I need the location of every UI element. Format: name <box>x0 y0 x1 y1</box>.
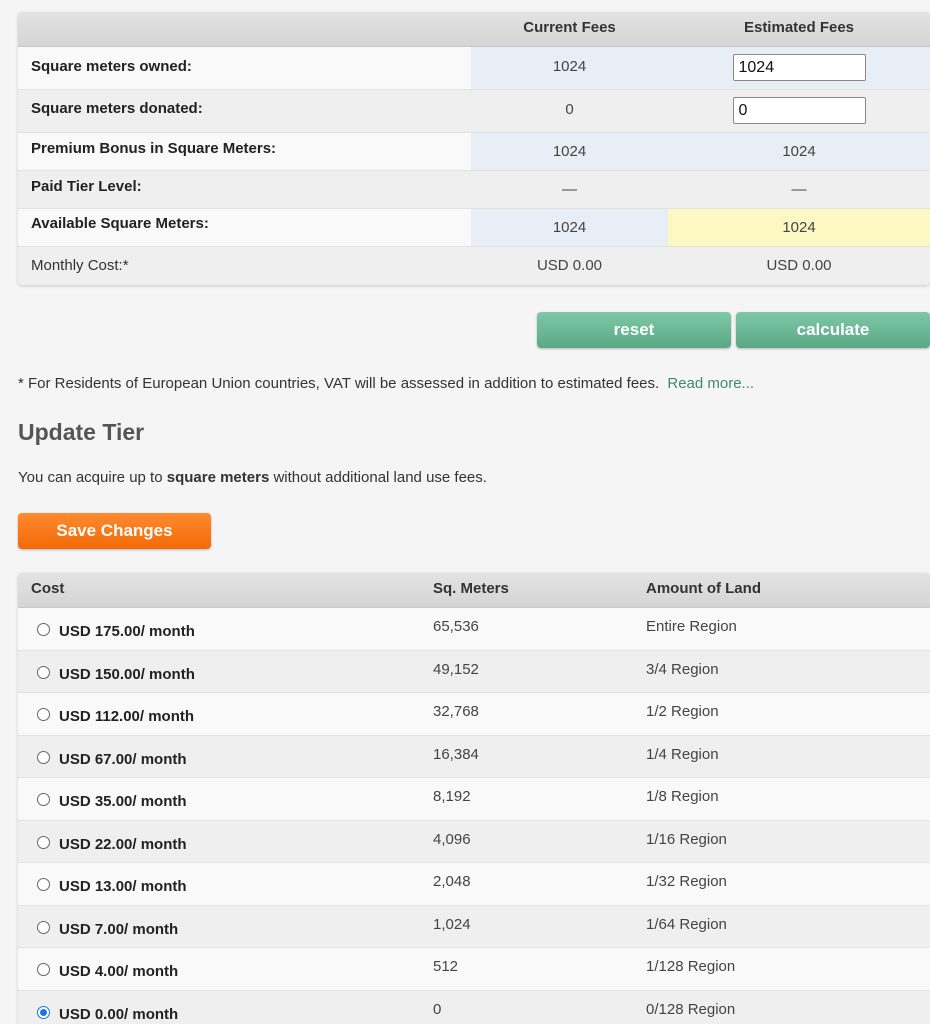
tier-sq-meters: 32,768 <box>433 703 479 720</box>
tier-row[interactable] <box>18 693 930 736</box>
tier-sq-meters: 1,024 <box>433 915 471 933</box>
fees-row-label: Monthly Cost:* <box>31 257 129 274</box>
current-donated-value: 0 <box>565 101 574 118</box>
tier-cost-cell <box>18 693 433 725</box>
current-available-value: 1024 <box>471 209 668 246</box>
fees-row-owned <box>18 47 930 90</box>
tier-cost-label: USD 7.00/ month <box>59 920 179 938</box>
tier-radio[interactable] <box>37 963 50 976</box>
fees-row-monthly-cost <box>18 247 930 285</box>
tier-amount-of-land: 3/4 Region <box>646 660 719 678</box>
tier-row[interactable] <box>18 651 930 694</box>
current-premium-value: 1024 <box>471 133 668 170</box>
tier-cost-label: USD 22.00/ month <box>59 835 187 853</box>
estimated-owned-input[interactable] <box>733 54 866 81</box>
estimated-monthly-cost: USD 0.00 <box>766 257 832 274</box>
tier-row[interactable] <box>18 948 930 991</box>
fees-row-label: Paid Tier Level: <box>31 178 142 195</box>
tier-amount-of-land: 0/128 Region <box>646 1000 736 1018</box>
tier-table-header <box>18 573 930 608</box>
tier-sq-meters: 49,152 <box>433 660 479 678</box>
tier-radio[interactable] <box>37 836 50 849</box>
fees-row-paid-tier <box>18 171 930 209</box>
vat-notice-text: * For Residents of European Union countries, VAT will be assessed in addition to estimated fees. <box>18 375 660 392</box>
read-more-link[interactable]: Read more... <box>667 375 755 392</box>
estimated-owned-cell <box>668 47 930 89</box>
estimated-donated-cell <box>668 90 930 132</box>
tier-radio[interactable] <box>37 793 50 806</box>
tier-cost-cell <box>18 608 433 640</box>
fees-row-label: Square meters owned: <box>31 58 192 75</box>
acquire-text-post: without additional land use fees. <box>269 469 487 486</box>
current-owned-value: 1024 <box>471 47 668 89</box>
vat-notice <box>18 375 754 392</box>
calculate-button[interactable]: calculate <box>736 312 930 348</box>
fees-row-label: Square meters donated: <box>31 100 203 117</box>
cost-column-header: Cost <box>31 580 65 597</box>
fees-row-available <box>18 209 930 247</box>
estimated-donated-input[interactable] <box>733 97 866 124</box>
current-fees-header: Current Fees <box>523 19 616 36</box>
current-monthly-cost: USD 0.00 <box>536 257 603 274</box>
acquire-text-bold: square meters <box>166 469 270 486</box>
tier-cost-cell <box>18 991 433 1023</box>
tier-cost-cell <box>18 906 433 938</box>
tier-cost-label: USD 67.00/ month <box>59 750 187 768</box>
tier-amount-of-land: 1/32 Region <box>646 873 727 890</box>
tier-radio[interactable] <box>37 666 50 679</box>
tier-radio[interactable] <box>37 708 50 721</box>
tier-radio[interactable] <box>37 623 50 636</box>
tier-sq-meters: 512 <box>433 958 459 975</box>
tier-radio[interactable] <box>37 878 50 891</box>
tier-sq-meters: 4,096 <box>433 830 471 848</box>
tier-sq-meters: 0 <box>433 1000 442 1018</box>
fees-table-header <box>18 12 930 47</box>
tier-amount-of-land: 1/2 Region <box>646 703 719 720</box>
tier-amount-of-land: 1/64 Region <box>646 915 727 933</box>
tier-amount-of-land: 1/16 Region <box>646 830 727 848</box>
tier-radio[interactable] <box>37 921 50 934</box>
tier-radio[interactable] <box>37 1006 50 1019</box>
acquire-text-pre: You can acquire up to <box>18 469 167 486</box>
tier-row[interactable] <box>18 991 930 1024</box>
estimated-tier-value: — <box>791 181 807 198</box>
tier-amount-of-land: 1/128 Region <box>646 958 736 975</box>
tier-table <box>18 573 930 1024</box>
tier-cost-cell <box>18 778 433 810</box>
tier-cost-label: USD 150.00/ month <box>59 665 195 683</box>
tier-cost-cell <box>18 821 433 853</box>
acquire-notice <box>18 469 487 486</box>
sq-meters-column-header: Sq. Meters <box>433 580 509 597</box>
fees-table <box>18 12 930 285</box>
fees-actions <box>537 312 930 348</box>
tier-cost-cell <box>18 736 433 768</box>
tier-cost-label: USD 35.00/ month <box>59 793 187 810</box>
tier-amount-of-land: 1/4 Region <box>646 745 719 763</box>
fees-header-blank <box>18 12 471 46</box>
tier-cost-cell <box>18 651 433 683</box>
tier-cost-cell <box>18 948 433 980</box>
tier-sq-meters: 16,384 <box>433 745 479 763</box>
tier-cost-cell <box>18 863 433 895</box>
tier-row[interactable] <box>18 863 930 906</box>
reset-button[interactable]: reset <box>537 312 731 348</box>
estimated-premium-value: 1024 <box>668 133 930 170</box>
tier-rows <box>18 608 930 1024</box>
tier-cost-label: USD 175.00/ month <box>59 623 195 640</box>
save-changes-button[interactable]: Save Changes <box>18 513 211 549</box>
tier-row[interactable] <box>18 736 930 779</box>
fees-row-label: Available Square Meters: <box>31 215 209 232</box>
fees-row-premium-bonus <box>18 133 930 171</box>
tier-sq-meters: 8,192 <box>433 788 471 805</box>
tier-row[interactable] <box>18 906 930 949</box>
estimated-fees-header: Estimated Fees <box>743 19 855 36</box>
tier-cost-label: USD 13.00/ month <box>59 878 187 895</box>
amount-column-header: Amount of Land <box>646 580 761 597</box>
tier-cost-label: USD 112.00/ month <box>59 708 195 725</box>
tier-row[interactable] <box>18 821 930 864</box>
tier-amount-of-land: 1/8 Region <box>646 788 719 805</box>
tier-cost-label: USD 0.00/ month <box>59 1005 179 1023</box>
estimated-available-value: 1024 <box>668 209 930 246</box>
tier-cost-label: USD 4.00/ month <box>59 963 179 980</box>
tier-amount-of-land: Entire Region <box>646 618 737 635</box>
fees-row-label: Premium Bonus in Square Meters: <box>31 140 277 157</box>
tier-sq-meters: 65,536 <box>433 618 479 635</box>
current-tier-value: — <box>562 181 577 198</box>
fees-row-donated <box>18 90 930 133</box>
tier-sq-meters: 2,048 <box>433 873 471 890</box>
tier-row[interactable] <box>18 608 930 651</box>
tier-row[interactable] <box>18 778 930 821</box>
update-tier-title: Update Tier <box>18 419 145 445</box>
tier-radio[interactable] <box>37 751 50 764</box>
